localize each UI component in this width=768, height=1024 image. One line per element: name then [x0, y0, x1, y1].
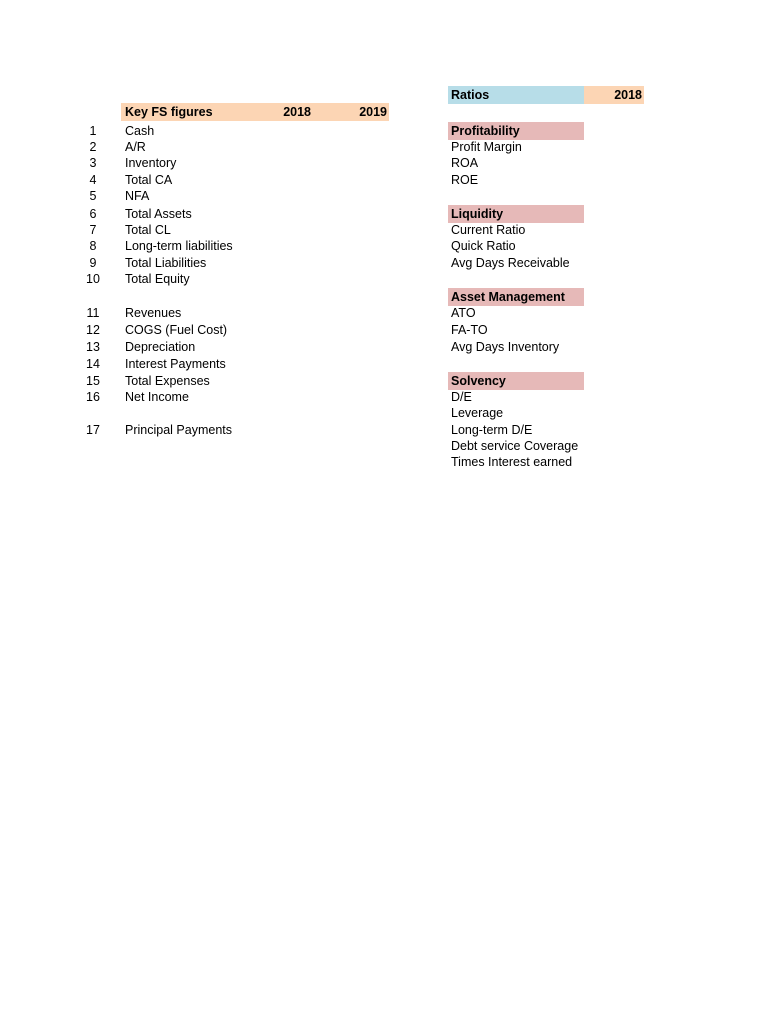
row-label: Total Equity [125, 272, 190, 286]
row-label: Inventory [125, 156, 177, 170]
row-label: NFA [125, 189, 150, 203]
row-label: A/R [125, 140, 146, 154]
ratios-year-header [584, 86, 644, 104]
row-number: 7 [89, 223, 97, 237]
ratio-label: ATO [451, 306, 476, 320]
row-number: 14 [86, 357, 100, 371]
ratio-label: Leverage [451, 406, 504, 420]
row-number: 4 [89, 173, 97, 187]
ratios-header [448, 86, 584, 104]
ratio-label: D/E [451, 390, 472, 404]
row-label: Interest Payments [125, 357, 226, 371]
ratio-label: Times Interest earned [451, 455, 573, 469]
row-label: COGS (Fuel Cost) [125, 323, 228, 337]
ratio-label: Quick Ratio [451, 239, 516, 253]
row-label: Total Expenses [125, 374, 210, 388]
section-profitability [448, 122, 584, 140]
ratio-label: Debt service Coverage [451, 439, 579, 453]
ratio-label: Avg Days Inventory [451, 340, 560, 354]
row-number: 9 [89, 256, 97, 270]
ratio-label: Profit Margin [451, 140, 522, 154]
ratio-label: FA-TO [451, 323, 488, 337]
row-number: 15 [86, 374, 100, 388]
row-label: Long-term liabilities [125, 239, 233, 253]
ratios-year: 2018 [614, 88, 642, 102]
ratio-label: Current Ratio [451, 223, 526, 237]
row-number: 10 [86, 272, 100, 286]
row-label: Net Income [125, 390, 189, 404]
section-liquidity [448, 205, 584, 223]
row-number: 3 [89, 156, 97, 170]
row-number: 11 [86, 306, 100, 320]
row-number: 1 [89, 124, 97, 138]
row-number: 16 [86, 390, 100, 404]
row-number: 8 [89, 239, 97, 253]
row-label: Total Assets [125, 207, 192, 221]
key-fs-col-2018: 2018 [283, 105, 311, 119]
key-fs-header [121, 103, 389, 121]
row-label: Total CA [125, 173, 173, 187]
section-title: Liquidity [451, 207, 504, 221]
key-fs-title: Key FS figures [125, 105, 213, 119]
row-label: Total CL [125, 223, 171, 237]
row-number: 5 [89, 189, 97, 203]
section-solvency [448, 372, 584, 390]
ratios-title: Ratios [451, 88, 490, 102]
section-asset-management [448, 288, 584, 306]
row-label: Revenues [125, 306, 182, 320]
section-title: Asset Management [451, 290, 565, 304]
ratio-label: ROA [451, 156, 479, 170]
ratio-label: ROE [451, 173, 479, 187]
row-label: Principal Payments [125, 423, 232, 437]
row-number: 12 [86, 323, 100, 337]
row-number: 6 [89, 207, 97, 221]
row-number: 17 [86, 423, 100, 437]
row-label: Total Liabilities [125, 256, 207, 270]
section-title: Profitability [451, 124, 520, 138]
ratio-label: Long-term D/E [451, 423, 533, 437]
key-fs-col-2019: 2019 [359, 105, 387, 119]
row-number: 2 [89, 140, 97, 154]
row-label: Depreciation [125, 340, 196, 354]
ratio-label: Avg Days Receivable [451, 256, 570, 270]
section-title: Solvency [451, 374, 506, 388]
row-label: Cash [125, 124, 155, 138]
row-number: 13 [86, 340, 100, 354]
